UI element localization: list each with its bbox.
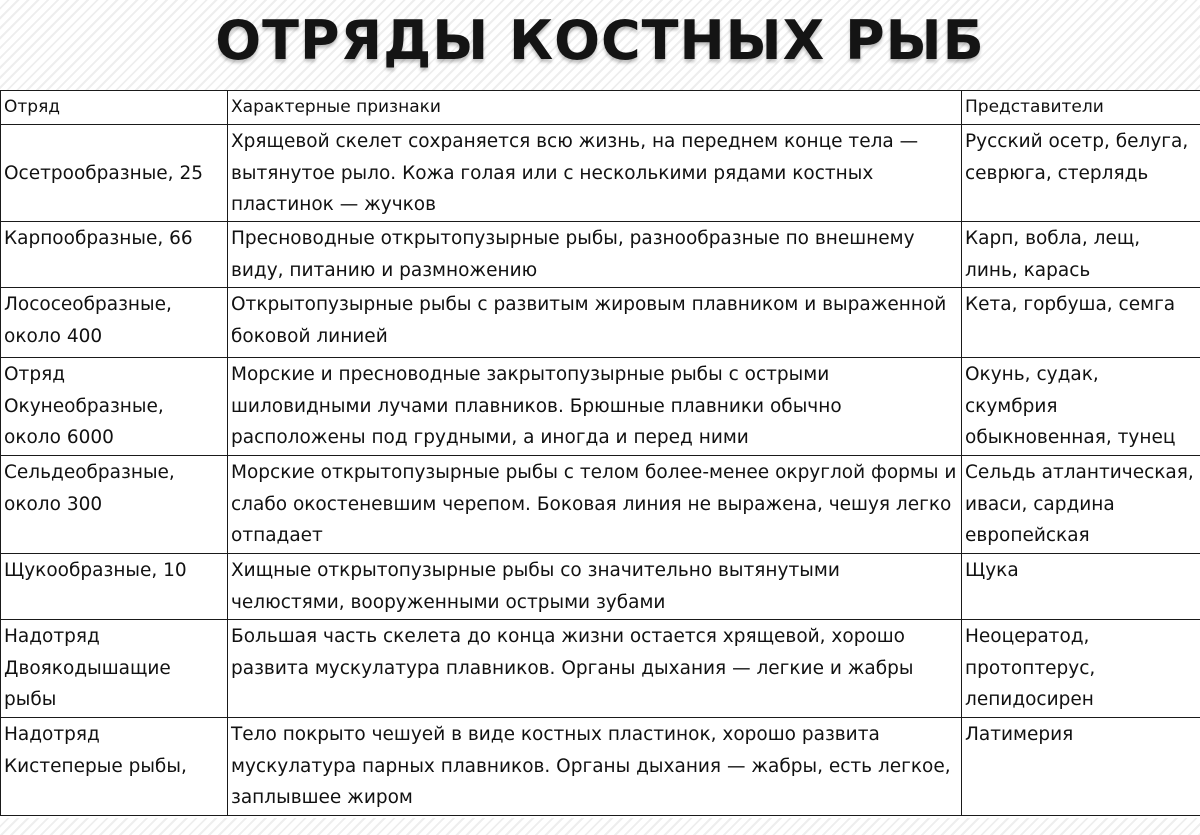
order-cell: Карпообразные, 66 [1, 222, 228, 288]
order-cell: Щукообразные, 10 [1, 554, 228, 620]
table-row [1, 222, 1200, 288]
column-header-order: Отряд [1, 91, 228, 125]
examples-cell: Русский осетр, белуга, севрюга, стерлядь [962, 125, 1200, 222]
table-header-row [1, 91, 1200, 125]
table-row [1, 288, 1200, 358]
examples-cell: Латимерия [962, 718, 1200, 816]
traits-cell: Открытопузырные рыбы с развитым жировым плавником и выраженной боковой линией [228, 288, 962, 358]
order-cell: Сельдеобразные, около 300 [1, 456, 228, 554]
traits-cell: Тело покрыто чешуей в виде костных пластинок, хорошо развита мускулатура парных плавников. Органы дыхания — жабры, есть легкое, заплывшее жиром [228, 718, 962, 816]
traits-cell: Морские открытопузырные рыбы с телом более-менее округлой формы и слабо окостеневшим черепом. Боковая линия не выражена, чешуя легко отпадает [228, 456, 962, 554]
order-cell: Лососеобразные, около 400 [1, 288, 228, 358]
traits-cell: Хищные открытопузырные рыбы со значительно вытянутыми челюстями, вооруженными острыми зубами [228, 554, 962, 620]
examples-cell: Неоцератод, протоптерус, лепидосирен [962, 620, 1200, 718]
examples-cell: Кета, горбуша, семга [962, 288, 1200, 358]
order-cell: Отряд Окунеобразные, около 6000 [1, 358, 228, 456]
traits-cell: Хрящевой скелет сохраняется всю жизнь, на переднем конце тела — вытянутое рыло. Кожа голая или с несколькими рядами костных пластинок — жучков [228, 125, 962, 222]
table-row [1, 554, 1200, 620]
examples-cell: Сельдь атлантическая, иваси, сардина европейская [962, 456, 1200, 554]
traits-cell: Большая часть скелета до конца жизни остается хрящевой, хорошо развита мускулатура плавников. Органы дыхания — легкие и жабры [228, 620, 962, 718]
column-header-examples: Представители [962, 91, 1200, 125]
table-row [1, 620, 1200, 718]
page-title: ОТРЯДЫ КОСТНЫХ РЫБ [215, 9, 985, 72]
table-row [1, 718, 1200, 816]
footer-background [0, 818, 1200, 835]
traits-cell: Морские и пресноводные закрытопузырные рыбы с острыми шиловидными лучами плавников. Брюшные плавники обычно расположены под грудными, а иногда и перед ними [228, 358, 962, 456]
order-cell: Надотряд Двоякодышащие рыбы [1, 620, 228, 718]
bony-fish-orders-table [0, 90, 1200, 816]
order-cell: Надотряд Кистеперые рыбы, [1, 718, 228, 816]
order-cell: Осетрообразные, 25 [1, 125, 228, 222]
table-row [1, 358, 1200, 456]
table-row [1, 125, 1200, 222]
examples-cell: Карп, вобла, лещ, линь, карась [962, 222, 1200, 288]
examples-cell: Щука [962, 554, 1200, 620]
table-row [1, 456, 1200, 554]
traits-cell: Пресноводные открытопузырные рыбы, разнообразные по внешнему виду, питанию и размножению [228, 222, 962, 288]
column-header-traits: Характерные признаки [228, 91, 962, 125]
examples-cell: Окунь, судак, скумбрия обыкновенная, тунец [962, 358, 1200, 456]
